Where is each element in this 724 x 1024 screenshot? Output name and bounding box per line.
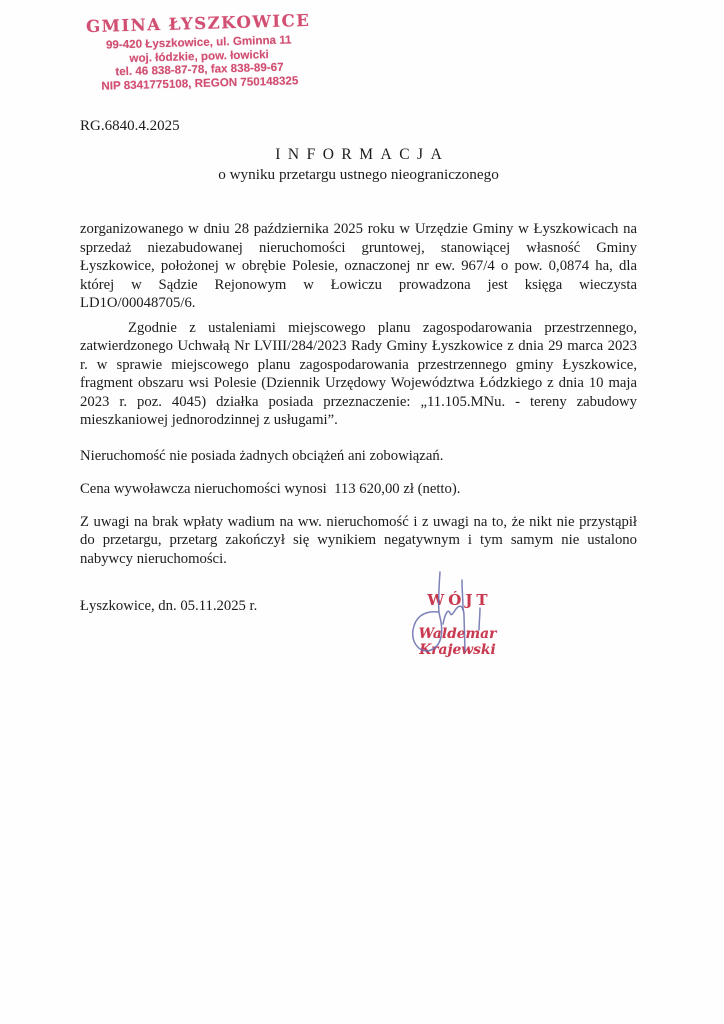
document-subtitle: o wyniku przetargu ustnego nieograniczonego [218,166,499,183]
document-body [80,220,637,616]
document-title: INFORMACJA [275,146,450,163]
signature-block [395,591,520,658]
signer-name-stamp: Waldemar Krajewski [418,626,497,658]
stamp-phone-fax: tel. 46 838-87-78, fax 838-89-67 [115,60,284,79]
stamp-nip-regon: NIP 8341775108, REGON 750148325 [101,74,299,93]
paragraph-encumbrances: Nieruchomość nie posiada żadnych obciążeń ani zobowiązań. [80,447,444,464]
paragraph-starting-price: Cena wywoławcza nieruchomości wynosi 113 620,00 zł (netto). [80,481,461,497]
paragraph-auction-result: Z uwagi na brak wpłaty wadium na ww. nieruchomość i z uwagi na to, że nikt nie przystąpił do przetargu, przetarg zakończył się wynikiem negatywnym i tym samym nie ustalono nabywcy nieruchomości. [80,513,637,567]
stamp-address: 99-420 Łyszkowice, ul. Gminna 11 [105,33,292,52]
paragraph-auction-info: zorganizowanego w dniu 28 października 2025 roku w Urzędzie Gminy w Łyszkowicach na sprzedaż niezabudowanej nieruchomości gruntowej, stanowiącej własność Gminy Łyszkowice, położonej w obrębie Polesie, oznaczonej nr ew. 967/4 o pow. 0,0874 ha, dla której w Sądzie Rejonowym w Łowiczu prowadzona jest księga wieczysta LD1O/00048705/6. [80,221,637,311]
stamp-org-name: GMINA ŁYSZKOWICE [85,10,311,37]
place-date-line: Łyszkowice, dn. 05.11.2025 r. [80,598,258,614]
document-title-block [80,146,637,184]
office-header-stamp [57,10,341,94]
reference-number: RG.6840.4.2025 [80,118,180,134]
stamp-region: woj. łódzkie, pow. łowicki [129,47,269,65]
signer-title-stamp: WÓJT [427,591,492,609]
paragraph-zoning-plan: Zgodnie z ustaleniami miejscowego planu zagospodarowania przestrzennego, zatwierdzonego Uchwałą Nr LVIII/284/2023 Rady Gminy Łyszkowice z dnia 29 marca 2023 r. w sprawie miejscowego planu zagospodarowania przestrzennego gminy Łyszkowice, fragment obszaru wsi Polesie (Dziennik Urzędowy Województwa Łódzkiego z dnia 10 maja 2023 r. poz. 4045) działka posiada przeznaczenie: „11.105.MNu. - tereny zabudowy mieszkaniowej jednorodzinnej z usługami”. [80,319,637,428]
